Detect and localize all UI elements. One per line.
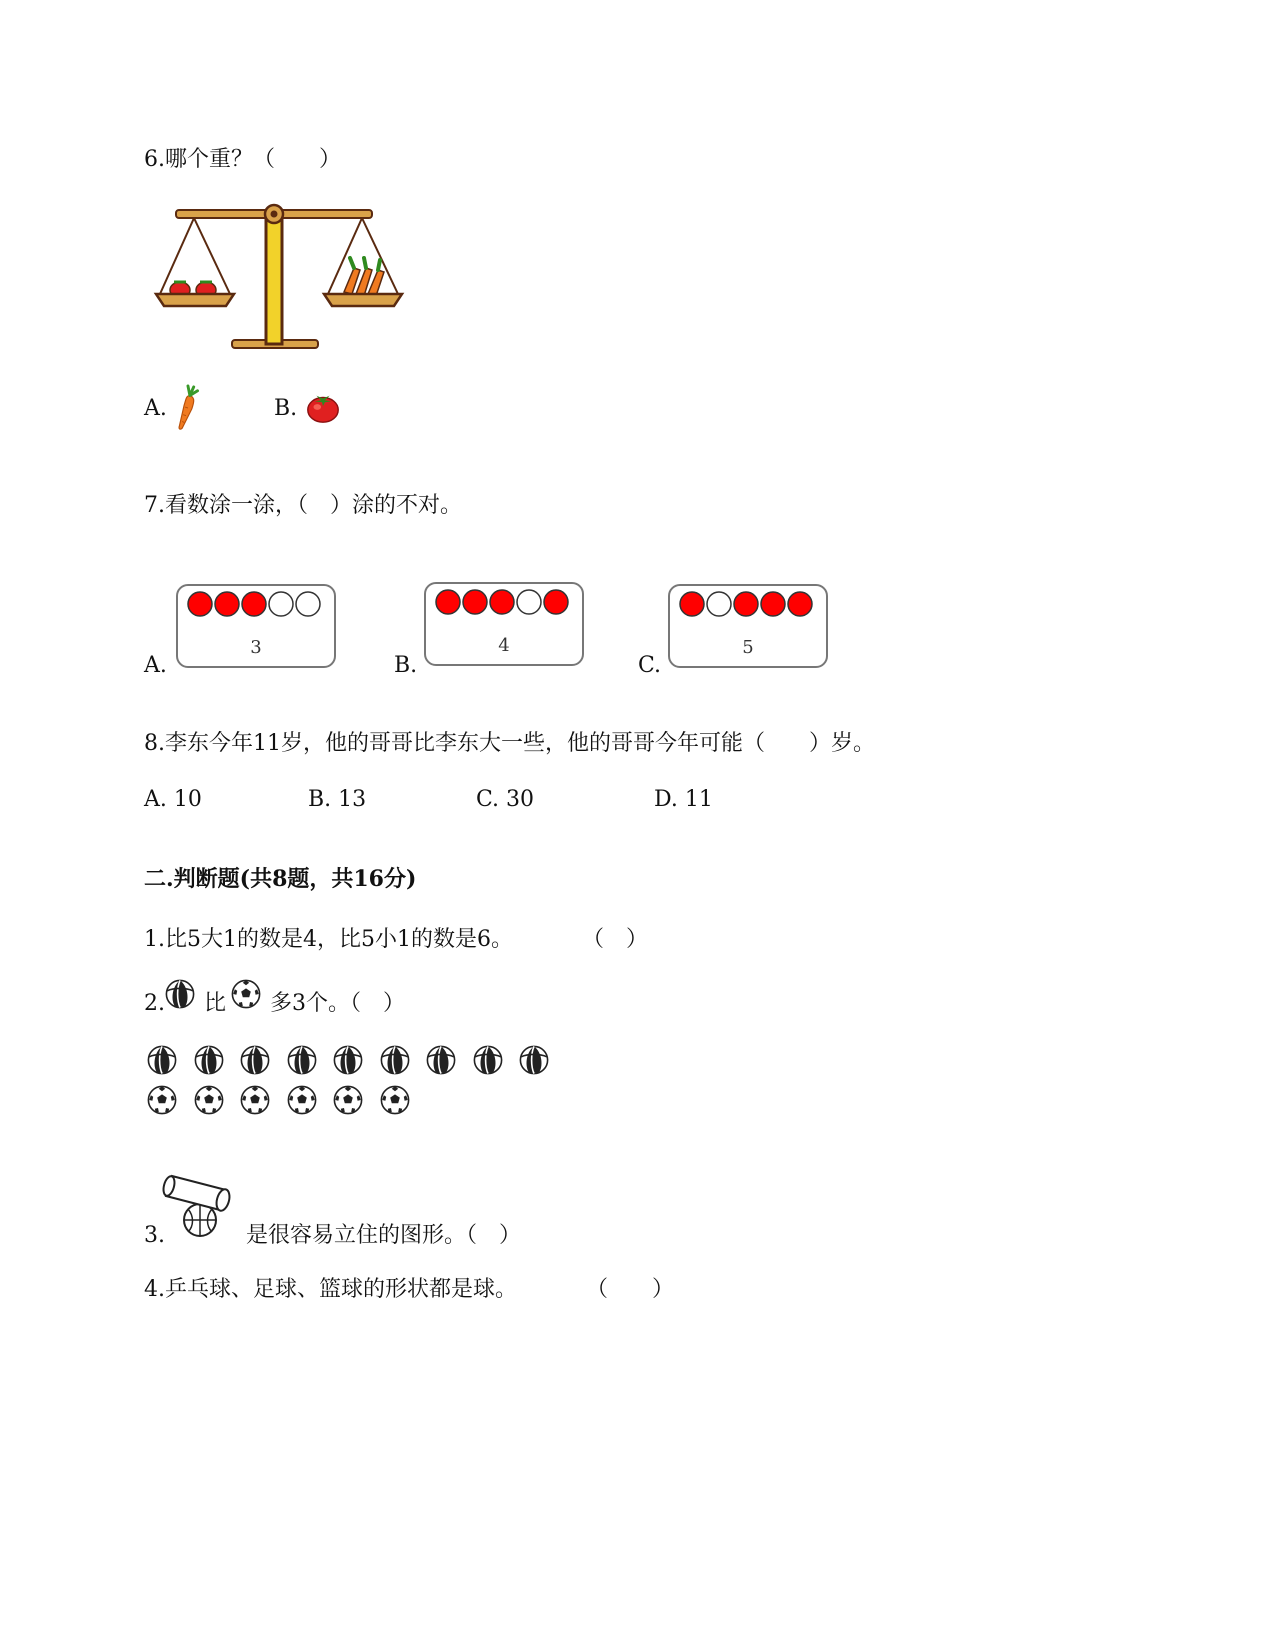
carrot-icon xyxy=(172,384,202,432)
soccer-ball-icon xyxy=(193,1084,225,1116)
soccer-ball-icon xyxy=(286,1084,318,1116)
beach-ball-icon xyxy=(286,1044,318,1076)
filled-dot xyxy=(242,592,266,616)
empty-dot xyxy=(269,592,293,616)
judge-3-text: 是很容易立住的图形。（ ） xyxy=(246,1223,522,1248)
q7-option-c-dots xyxy=(670,586,826,626)
judge-2-prefix: 2. xyxy=(144,991,165,1016)
beach-ball-icon xyxy=(379,1044,411,1076)
judge-1-paren: （ ） xyxy=(582,927,649,952)
filled-dot xyxy=(463,590,487,614)
beach-ball-icon xyxy=(239,1044,271,1076)
q7-option-b-box xyxy=(424,582,584,666)
tomato-icon xyxy=(304,388,342,426)
filled-dot xyxy=(188,592,212,616)
judge-1-text: 1.比5大1的数是4，比5小1的数是6。 xyxy=(144,927,513,952)
judge-4-text: 4.乒乓球、足球、篮球的形状都是球。 xyxy=(144,1277,517,1302)
question-7-text: 7.看数涂一涂，（ ）涂的不对。 xyxy=(144,493,462,518)
empty-dot xyxy=(707,592,731,616)
q6-option-a-label: A. xyxy=(144,396,167,421)
q7-option-c-box xyxy=(668,584,828,668)
question-8-text: 8.李东今年11岁，他的哥哥比李东大一些，他的哥哥今年可能（ ）岁。 xyxy=(144,731,875,756)
filled-dot xyxy=(436,590,460,614)
q7-option-a-dots xyxy=(178,586,334,626)
beach-ball-row xyxy=(146,1044,566,1078)
filled-dot xyxy=(680,592,704,616)
filled-dot xyxy=(490,590,514,614)
q7-option-b-number: 4 xyxy=(498,635,510,656)
q7-option-a-box xyxy=(176,584,336,668)
judge-2-mid: 比 xyxy=(204,991,227,1016)
judge-2-suffix: 多3个。（ ） xyxy=(270,991,405,1016)
q6-option-b-label: B. xyxy=(274,396,298,421)
q8-option-a: A. 10 xyxy=(144,787,202,812)
q7-option-a-label: A. xyxy=(144,653,167,678)
filled-dot xyxy=(788,592,812,616)
soccer-ball-row xyxy=(146,1084,566,1118)
judge-3-prefix: 3. xyxy=(144,1223,165,1248)
right-pan-carrots xyxy=(344,258,384,296)
q7-option-b-label: B. xyxy=(394,653,418,678)
cylinder-and-basketball-image xyxy=(162,1172,238,1242)
filled-dot xyxy=(215,592,239,616)
q7-option-c-number: 5 xyxy=(742,637,754,658)
q7-option-a-number: 3 xyxy=(250,637,262,658)
empty-dot xyxy=(517,590,541,614)
filled-dot xyxy=(761,592,785,616)
soccer-ball-icon xyxy=(239,1084,271,1116)
q7-option-c-label: C. xyxy=(638,653,662,678)
beach-ball-icon xyxy=(425,1044,457,1076)
section-2-title: 二.判断题(共8题，共16分) xyxy=(144,866,417,892)
q7-option-b-dots xyxy=(426,584,582,624)
beach-ball-icon xyxy=(472,1044,504,1076)
judge-4-paren: （ ） xyxy=(586,1277,675,1302)
q8-option-b: B. 13 xyxy=(308,787,367,812)
beach-ball-icon xyxy=(164,978,196,1010)
beach-ball-icon xyxy=(193,1044,225,1076)
soccer-ball-icon xyxy=(146,1084,178,1116)
question-6-text: 6.哪个重？（ ） xyxy=(144,147,341,172)
soccer-ball-icon xyxy=(379,1084,411,1116)
soccer-ball-icon xyxy=(230,978,262,1010)
filled-dot xyxy=(544,590,568,614)
empty-dot xyxy=(296,592,320,616)
beach-ball-icon xyxy=(518,1044,550,1076)
filled-dot xyxy=(734,592,758,616)
beach-ball-icon xyxy=(332,1044,364,1076)
balance-scale-image xyxy=(148,198,448,358)
beach-ball-icon xyxy=(146,1044,178,1076)
q8-option-d: D. 11 xyxy=(654,787,713,812)
q8-option-c: C. 30 xyxy=(476,787,535,812)
soccer-ball-icon xyxy=(332,1084,364,1116)
